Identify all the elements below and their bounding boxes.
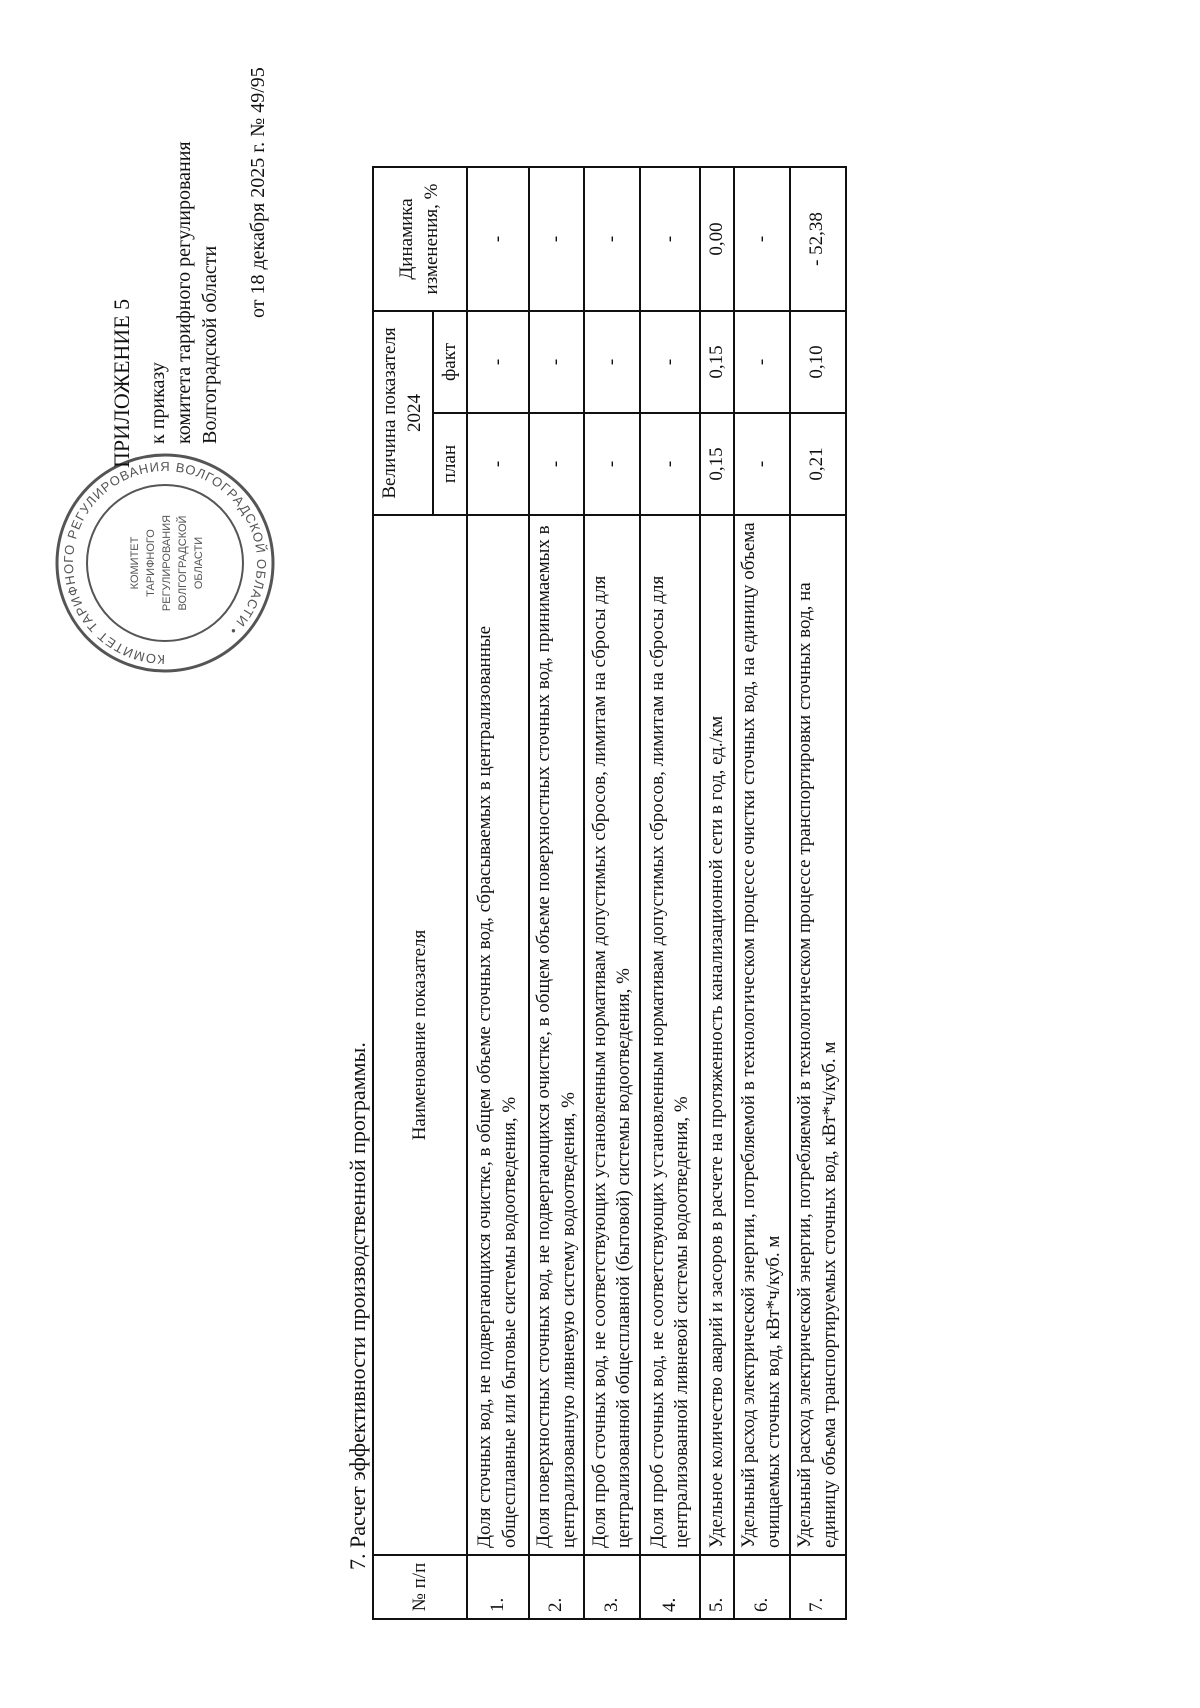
table-row — [529, 167, 584, 1619]
row-num: 5. — [700, 1555, 734, 1619]
row-fact: - — [734, 311, 789, 413]
svg-text:РЕГУЛИРОВАНИЯ: РЕГУЛИРОВАНИЯ — [161, 514, 173, 612]
row-plan: 0,15 — [700, 413, 734, 515]
header-value-group: Величина показателя 2024 — [373, 311, 433, 515]
row-fact: - — [584, 311, 640, 413]
svg-text:КОМИТЕТ ТАРИФНОГО РЕГУЛИРОВАНИ: КОМИТЕТ ТАРИФНОГО РЕГУЛИРОВАНИЯ ВОЛГОГРАДСКОЙ ОБЛАСТИ • — [60, 458, 270, 668]
row-name: Доля сточных вод, не подвергающихся очистке, в общем объеме сточных вод, сбрасываемых в централизованные общесплавные или бытовые системы водоотведения, % — [467, 515, 529, 1555]
table-row — [584, 167, 640, 1619]
header-plan: план — [433, 413, 467, 515]
row-fact: 0,15 — [700, 311, 734, 413]
row-fact: - — [467, 311, 529, 413]
row-name: Доля проб сточных вод, не соответствующих установленным нормативам допустимых сбросов, лимитам на сбросы для централизованной ливневой системы водоотведения, % — [640, 515, 700, 1555]
table-row — [790, 167, 846, 1619]
row-num: 1. — [467, 1555, 529, 1619]
order-date: от 18 декабря 2025 г. № 49/95 — [247, 67, 269, 318]
official-seal — [50, 448, 280, 678]
table-row — [734, 167, 789, 1619]
header-dynamics: Динамика изменения, % — [373, 167, 467, 311]
svg-text:ВОЛГОГРАДСКОЙ: ВОЛГОГРАДСКОЙ — [177, 515, 189, 611]
committee-name: комитета тарифного регулирования — [173, 141, 195, 444]
row-plan: 0,21 — [790, 413, 846, 515]
row-dynamics: - — [529, 167, 584, 311]
row-name: Удельное количество аварий и засоров в расчете на протяженность канализационной сети в год, ед./км — [700, 515, 734, 1555]
row-dynamics: - — [467, 167, 529, 311]
svg-text:КОМИТЕТ: КОМИТЕТ — [129, 536, 141, 590]
row-plan: - — [584, 413, 640, 515]
order-reference: к приказу — [147, 362, 169, 444]
row-fact: 0,10 — [790, 311, 846, 413]
row-dynamics: - — [584, 167, 640, 311]
row-dynamics: - — [734, 167, 789, 311]
row-fact: - — [640, 311, 700, 413]
row-plan: - — [640, 413, 700, 515]
row-dynamics: 0,00 — [700, 167, 734, 311]
svg-text:ОБЛАСТИ: ОБЛАСТИ — [193, 536, 205, 590]
row-plan: - — [467, 413, 529, 515]
row-fact: - — [529, 311, 584, 413]
region-name: Волгоградской области — [199, 245, 221, 444]
row-name: Доля проб сточных вод, не соответствующих установленным нормативам допустимых сбросов, лимитам на сбросы для централизованной общесплавной (бытовой) системы водоотведения, % — [584, 515, 640, 1555]
row-dynamics: - — [640, 167, 700, 311]
table-row — [700, 167, 734, 1619]
appendix-title: ПРИЛОЖЕНИЕ 5 — [109, 298, 134, 468]
header-num: № п/п — [373, 1555, 467, 1619]
row-num: 2. — [529, 1555, 584, 1619]
svg-text:ТАРИФНОГО: ТАРИФНОГО — [145, 529, 157, 597]
row-dynamics: - 52,38 — [790, 167, 846, 311]
header-name: Наименование показателя — [373, 515, 467, 1555]
row-plan: - — [529, 413, 584, 515]
section-title: 7. Расчет эффективности производственной программы. — [345, 1042, 370, 1570]
header-fact: факт — [433, 311, 467, 413]
row-num: 4. — [640, 1555, 700, 1619]
row-name: Доля поверхностных сточных вод, не подвергающихся очистке, в общем объеме поверхностных сточных вод, принимаемых в централизованную ливневую систему водоотведения, % — [529, 515, 584, 1555]
row-name: Удельный расход электрической энергии, потребляемой в технологическом процессе очистки сточных вод, на единицу объема очищаемых сточных вод, кВт*ч/куб. м — [734, 515, 789, 1555]
row-num: 3. — [584, 1555, 640, 1619]
row-name: Удельный расход электрической энергии, потребляемой в технологическом процессе транспортировки сточных вод, на единицу объема транспортируемых сточных вод, кВт*ч/куб. м — [790, 515, 846, 1555]
row-num: 7. — [790, 1555, 846, 1619]
row-num: 6. — [734, 1555, 789, 1619]
table-row — [640, 167, 700, 1619]
efficiency-table — [372, 166, 847, 1620]
row-plan: - — [734, 413, 789, 515]
table-row — [467, 167, 529, 1619]
